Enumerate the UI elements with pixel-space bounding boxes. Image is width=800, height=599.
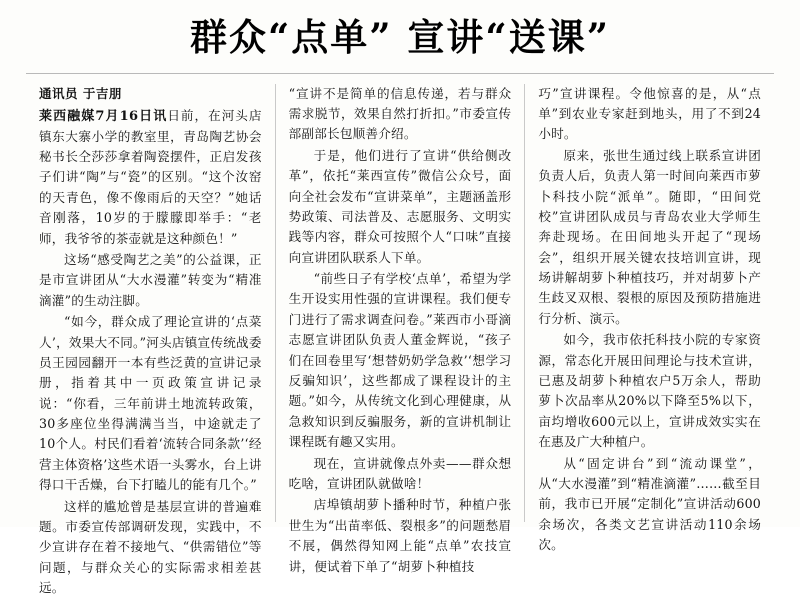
paragraph: “宣讲不是简单的信息传递，若与群众需求脱节，效果自然打折扣。”市委宣传部副部长包顺善介绍。 (288, 85, 512, 142)
paragraph-text: 日前，在河头店镇东大寨小学的教室里，青岛陶艺协会秘书长仝莎莎拿着陶瓷摆件，正启发孩子们讲“陶”与“瓷”的区别。“这个汝窑的天青色，像不像雨后的天空？”她话音刚落，10岁的于朦朦即举手：“老师，我爷爷的茶壶就是这种颜色！” (39, 107, 262, 246)
paragraph: 现在，宣讲就像点外卖——群众想吃啥，宣讲团队就做啥！ (288, 455, 512, 491)
paragraph: 于是，他们进行了宣讲“供给侧改革”，依托“莱西宣传”微信公众号，面向全社会发布“宣讲菜单”，主题涵盖形势政策、司法普及、志愿服务、文明实践等内容，群众可按照个人“口味”直接向宣讲团队联系人下单。 (288, 147, 512, 265)
article-columns (26, 84, 774, 596)
paragraph-lead (39, 106, 262, 249)
paragraph: 原来，张世生通过线上联系宣讲团负责人后，负责人第一时间向莱西市萝卜科技小院“派单”。随即，“田间党校”宣讲团队成员与青岛农业大学师生奔赴现场。在田间地头开起了“现场会”，组织开展关键农技培训宣讲，现场讲解胡萝卜种植技巧，并对胡萝卜产生歧叉双根、裂根的原因及预防措施进行分析、演示。 (538, 147, 762, 326)
paragraph: 巧”宣讲课程。令他惊喜的是，从“点单”到农业专家赶到地头，用了不到24小时。 (538, 85, 762, 142)
page-title: 群众“点单” 宣讲“送课” (189, 15, 610, 59)
paragraph: “前些日子有学校‘点单’，希望为学生开设实用性强的宣讲课程。我们便专门进行了需求调查问卷。”莱西市小哥滴志愿宣讲团队负责人董金辉说，“孩子们在回卷里写‘想替奶奶学急救’‘想学习反骗知识’，这些都成了课程设计的主题。”如今，从传统文化到心理健康，从急救知识到反骗服务，新的宣讲机制让课程既有趣又实用。 (288, 271, 512, 450)
header-divider (26, 73, 774, 74)
paragraph: “如今，群众成了理论宣讲的‘点菜人’，效果大不同。”河头店镇宣传统战委员王园园翻开一本有些泛黄的宣讲记录册，指着其中一页政策宣讲记录说：“你看，三年前讲土地流转政策，30多座位坐得满满当当，中途就走了10个人。村民们看着‘流转合同条款’‘经营主体资格’这些术语一头雾水，台上讲得口干舌燥，台下打瞌儿的能有几个。” (39, 314, 262, 493)
paragraph: 店埠镇胡萝卜播种时节，种植户张世生为“出苗率低、裂根多”的问题愁眉不展，偶然得知网上能“点单”农技宣讲，便试着下单了“胡萝卜种植技 (288, 497, 512, 574)
paragraph: 这场“感受陶艺之美”的公益课，正是市宣讲团从“大水漫灌”转变为“精准滴灌”的生动注脚。 (39, 251, 262, 308)
column-1 (26, 84, 275, 596)
byline: 通讯员 于吉朋 (39, 85, 122, 101)
column-2 (275, 84, 525, 574)
paragraph: 如今，我市依托科技小院的专家资源，常态化开展田间理论与技术宣讲，已惠及胡萝卜种植农户5万余人，帮助萝卜次品率从20%以下降至5%以下，亩均增收600元以上，宣讲成效实实在在惠及广大种植户。 (538, 332, 762, 450)
paragraph: 这样的尴尬曾是基层宣讲的普遍难题。市委宣传部调研发现，实践中，不少宣讲存在着不接地气、“供需错位”等问题，与群众关心的实际需求相差甚远。 (39, 498, 262, 596)
column-3 (524, 84, 774, 553)
paragraph: 从“固定讲台”到“流动课堂”，从“大水漫灌”到“精准滴灌”……截至目前，我市已开展“定制化”宣讲活动600余场次，各类文艺宣讲活动110余场次。 (538, 455, 762, 553)
dateline: 莱西融媒7月16日讯 (39, 108, 168, 124)
